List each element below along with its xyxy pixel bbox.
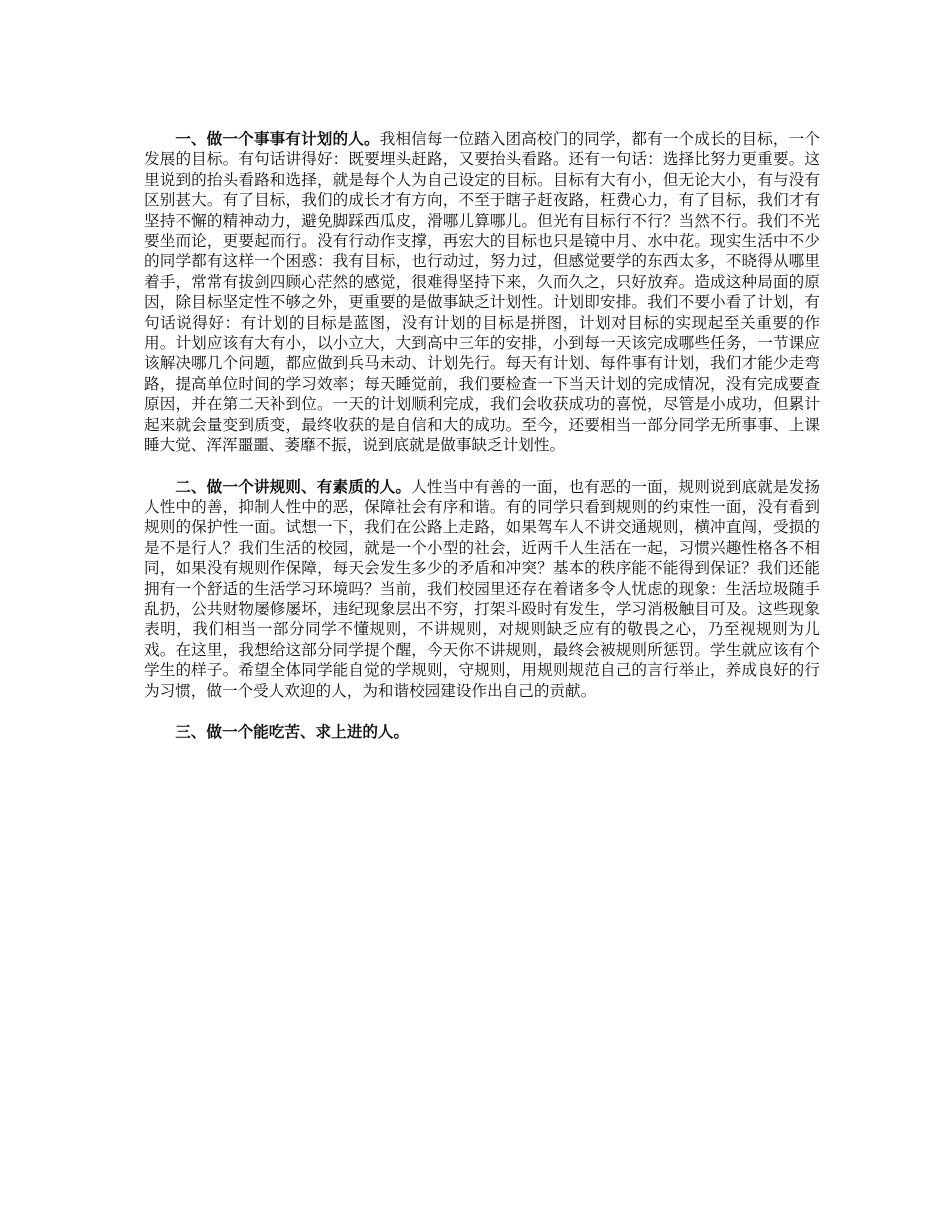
- paragraph-body: 人性当中有善的一面，也有恶的一面，规则说到底就是发扬人性中的善，抑制人性中的恶，保障社会有序和谐。有的同学只看到规则的约束性一面，没有看到规则的保护性一面。试想一下，我们在公路上走路，如果驾车人不讲交通规则，横冲直闯，受损的是不是行人？我们生活的校园，就是一个小型的社会，近两千人生活在一起，习惯兴趣性格各不相同，如果没有规则作保障，每天会发生多少的矛盾和冲突？基本的秩序能不能得到保证？我们还能拥有一个舒适的生活学习环境吗？当前，我们校园里还存在着诸多令人忧虑的现象：生活垃圾随手乱扔，公共财物屡修屡坏，违纪现象层出不穷，打架斗殴时有发生，学习消极触目可及。这些现象表明，我们相当一部分同学不懂规则，不讲规则，对规则缺乏应有的敬畏之心，乃至视规则为儿戏。在这里，我想给这部分同学提个醒，今天你不讲规则，最终会被规则所惩罚。学生就应该有个学生的样子。希望全体同学能自觉的学规则，守规则，用规则规范自己的言行举止，养成良好的行为习惯，做一个受人欢迎的人，为和谐校园建设作出自己的贡献。: [144, 477, 820, 700]
- paragraph-rules: [144, 477, 820, 701]
- paragraph-body: 我相信每一位踏入团高校门的同学，都有一个成长的目标，一个发展的目标。有句话讲得好：既要埋头赶路，又要抬头看路。还有一句话：选择比努力更重要。这里说到的抬头看路和选择，就是每个人为自己设定的目标。目标有大有小，但无论大小，有与没有区别甚大。有了目标，我们的成长才有方向，不至于瞎子赶夜路，枉费心力，有了目标，我们才有坚持不懈的精神动力，避免脚踩西瓜皮，滑哪儿算哪儿。但光有目标行不行？当然不行。我们不光要坐而论，更要起而行。没有行动作支撑，再宏大的目标也只是镜中月、水中花。现实生活中不少的同学都有这样一个困惑：我有目标，也行动过，努力过，但感觉要学的东西太多，不晓得从哪里着手，常常有拔剑四顾心茫然的感觉，很难得坚持下来，久而久之，只好放弃。造成这种局面的原因，除目标坚定性不够之外，更重要的是做事缺乏计划性。计划即安排。我们不要小看了计划，有句话说得好：有计划的目标是蓝图，没有计划的目标是拼图，计划对目标的实现起至关重要的作用。计划应该有大有小，以小立大，大到高中三年的安排，小到每一天该完成哪些任务，一节课应该解决哪几个问题，都应做到兵马未动、计划先行。每天有计划、每件事有计划，我们才能少走弯路，提高单位时间的学习效率；每天睡觉前，我们要检查一下当天计划的完成情况，没有完成要查原因，并在第二天补到位。一天的计划顺利完成，我们会收获成功的喜悦，尽管是小成功，但累计起来就会量变到质变，最终收获的是自信和大的成功。至今，还要相当一部分同学无所事事、上课睡大觉、浑浑噩噩、萎靡不振，说到底就是做事缺乏计划性。: [144, 130, 820, 455]
- paragraph-hardwork: [144, 722, 820, 742]
- paragraph-planning: [144, 129, 820, 456]
- section-heading: 二、做一个讲规则、有素质的人。: [175, 477, 412, 496]
- section-heading: 三、做一个能吃苦、求上进的人。: [175, 722, 410, 741]
- document-page: [144, 129, 820, 763]
- section-heading: 一、做一个事事有计划的人。: [175, 130, 380, 148]
